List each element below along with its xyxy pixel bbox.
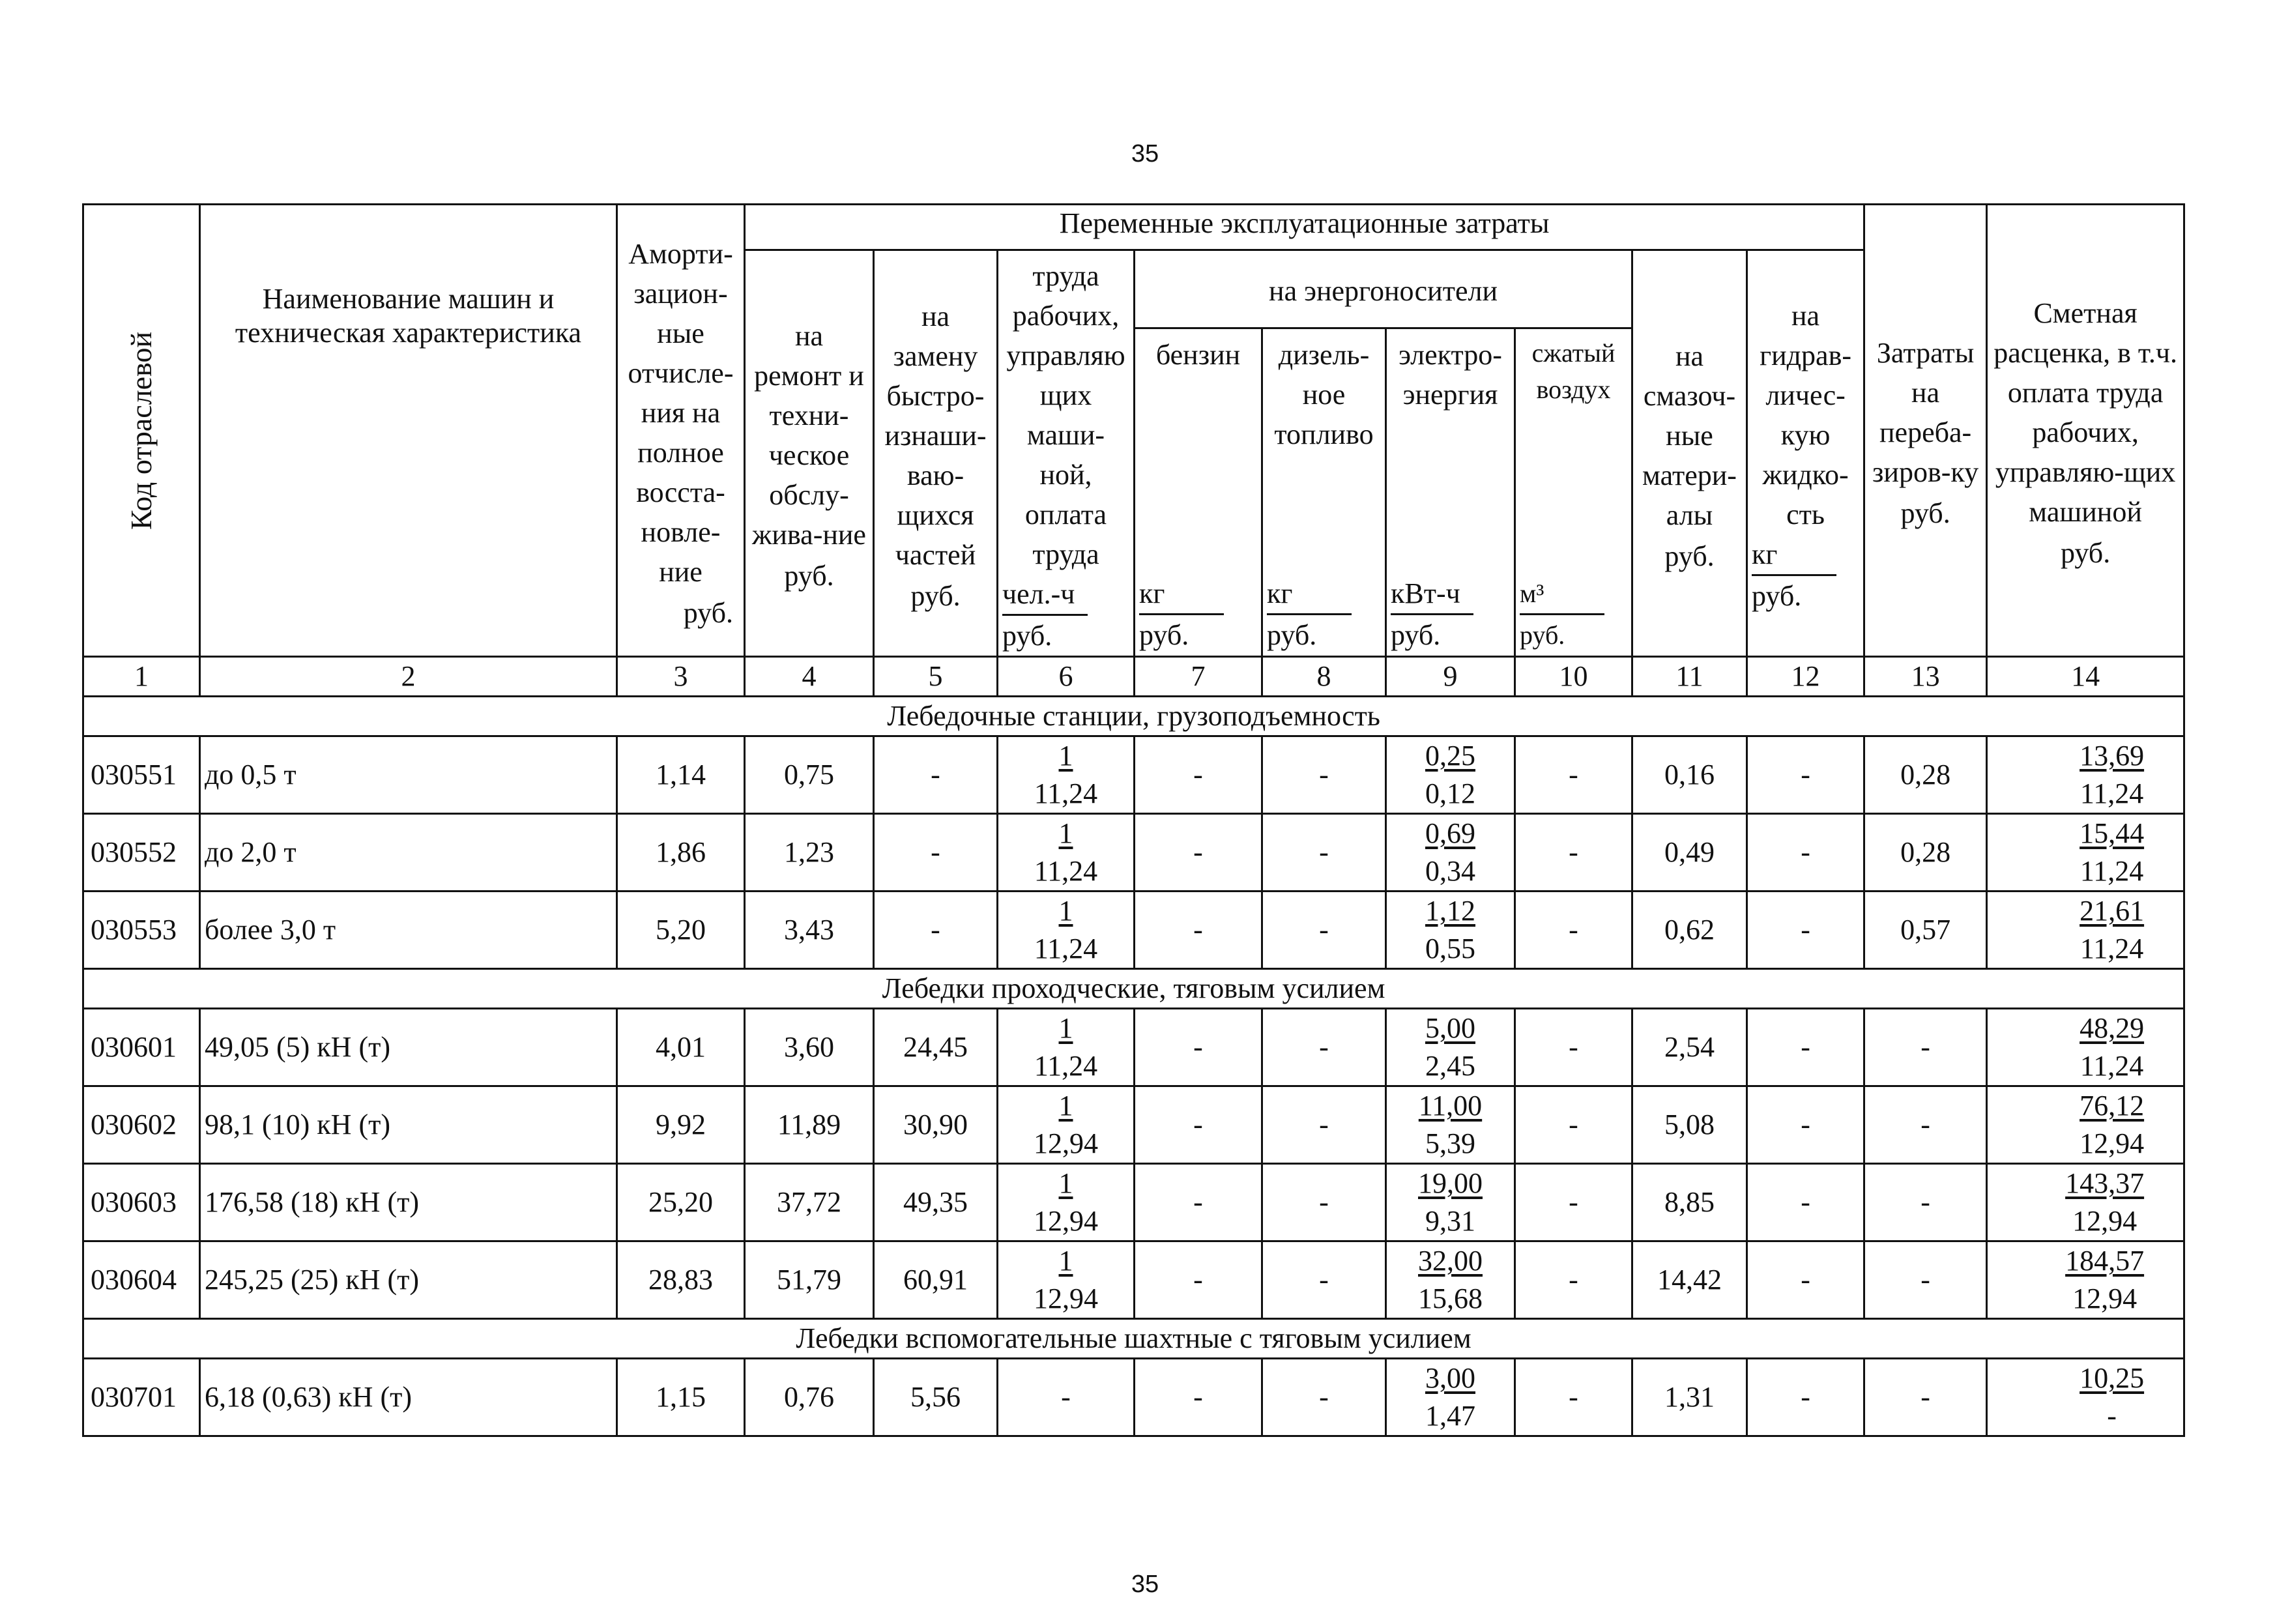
- row-diesel: -: [1262, 814, 1386, 892]
- column-number: 8: [1262, 657, 1386, 697]
- row-repair: 51,79: [745, 1241, 874, 1319]
- row-name: 49,05 (5) кН (т): [200, 1009, 617, 1086]
- row-labor: [998, 1241, 1135, 1319]
- row-lubricants: 0,62: [1632, 892, 1747, 969]
- group-row: [83, 969, 2184, 1009]
- row-electricity-top: 5,00: [1425, 1012, 1475, 1044]
- row-name: 245,25 (25) кН (т): [200, 1241, 617, 1319]
- group-title: Лебедки вспомогательные шахтные с тяговым усилием: [83, 1319, 2184, 1359]
- row-hydraulic: -: [1747, 1359, 1864, 1436]
- row-labor-top: 1: [1058, 895, 1073, 927]
- row-electricity-bottom: 5,39: [1425, 1127, 1475, 1159]
- row-estimate-bottom: 11,24: [2080, 855, 2144, 887]
- row-petrol: -: [1135, 736, 1262, 814]
- row-amortization: 1,14: [617, 736, 745, 814]
- row-electricity-bottom: 0,12: [1425, 777, 1475, 809]
- row-estimate: [1987, 1086, 2184, 1164]
- column-number: 6: [998, 657, 1135, 697]
- row-electricity: [1386, 1164, 1515, 1241]
- row-hydraulic: -: [1747, 892, 1864, 969]
- row-amortization: 25,20: [617, 1164, 745, 1241]
- row-repair: 0,76: [745, 1359, 874, 1436]
- row-compressed-air: -: [1515, 814, 1632, 892]
- row-relocation: -: [1864, 1359, 1987, 1436]
- page-number-bottom: 35: [1131, 1571, 1159, 1598]
- row-lubricants: 5,08: [1632, 1086, 1747, 1164]
- table-row: [83, 892, 2184, 969]
- row-electricity-top: 1,12: [1425, 895, 1475, 927]
- row-electricity-top: 0,69: [1425, 817, 1475, 849]
- row-electricity-bottom: 15,68: [1418, 1283, 1483, 1314]
- row-labor-bottom: 12,94: [1034, 1283, 1098, 1314]
- row-amortization: 1,15: [617, 1359, 745, 1436]
- row-relocation: -: [1864, 1086, 1987, 1164]
- table-row: [83, 1164, 2184, 1241]
- row-labor-bottom: 11,24: [1034, 855, 1098, 887]
- row-diesel: -: [1262, 1164, 1386, 1241]
- row-labor-top: 1: [1058, 1245, 1073, 1277]
- row-labor: [998, 1164, 1135, 1241]
- row-estimate-top: 76,12: [2080, 1090, 2145, 1122]
- row-estimate: [1987, 1241, 2184, 1319]
- table-row: [83, 1086, 2184, 1164]
- row-compressed-air: -: [1515, 1009, 1632, 1086]
- row-estimate: [1987, 1359, 2184, 1436]
- row-lubricants: 0,49: [1632, 814, 1747, 892]
- column-number: 14: [1987, 657, 2184, 697]
- header-name: Наименование машин и техническая характеристика: [200, 205, 617, 657]
- row-petrol: -: [1135, 1359, 1262, 1436]
- column-number: 9: [1386, 657, 1515, 697]
- header-hydraulic: на гидрав-личес-кую жидко-сть кг руб.: [1747, 250, 1864, 657]
- row-electricity-top: 19,00: [1418, 1167, 1483, 1199]
- header-variable-costs: Переменные эксплуатационные затраты: [745, 205, 1864, 250]
- column-number: 7: [1135, 657, 1262, 697]
- row-petrol: -: [1135, 1009, 1262, 1086]
- row-electricity: [1386, 1359, 1515, 1436]
- row-code: 030601: [83, 1009, 200, 1086]
- row-name: до 0,5 т: [200, 736, 617, 814]
- row-hydraulic: -: [1747, 736, 1864, 814]
- row-labor: [998, 1009, 1135, 1086]
- row-electricity-top: 3,00: [1425, 1362, 1475, 1394]
- column-number: 13: [1864, 657, 1987, 697]
- row-code: 030604: [83, 1241, 200, 1319]
- column-number: 2: [200, 657, 617, 697]
- row-labor-top: 1: [1058, 1167, 1073, 1199]
- row-hydraulic: -: [1747, 1086, 1864, 1164]
- row-estimate: [1987, 736, 2184, 814]
- row-estimate-top: 48,29: [2080, 1012, 2145, 1044]
- row-amortization: 9,92: [617, 1086, 745, 1164]
- group-title: Лебедки проходческие, тяговым усилием: [83, 969, 2184, 1009]
- row-parts: 60,91: [874, 1241, 998, 1319]
- row-repair: 3,43: [745, 892, 874, 969]
- row-code: 030602: [83, 1086, 200, 1164]
- header-compressed-air: сжатый воздух м³ руб.: [1515, 328, 1632, 657]
- table-row: [83, 1359, 2184, 1436]
- column-number: 1: [83, 657, 200, 697]
- table-row: [83, 1241, 2184, 1319]
- row-petrol: -: [1135, 1164, 1262, 1241]
- row-amortization: 28,83: [617, 1241, 745, 1319]
- row-relocation: -: [1864, 1241, 1987, 1319]
- group-row: [83, 1319, 2184, 1359]
- header-parts: на замену быстро-изнаши-ваю-щихся частей руб.: [874, 250, 998, 657]
- group-row: [83, 697, 2184, 736]
- row-electricity: [1386, 892, 1515, 969]
- row-parts: 24,45: [874, 1009, 998, 1086]
- row-estimate-top: 15,44: [2080, 817, 2145, 849]
- header-lubricants: на смазоч-ные матери-алы руб.: [1632, 250, 1747, 657]
- row-parts: 49,35: [874, 1164, 998, 1241]
- header-estimate: Сметная расценка, в т.ч. оплата труда рабочих, управляю-щих машиной руб.: [1987, 205, 2184, 657]
- row-electricity-top: 0,25: [1425, 740, 1475, 772]
- row-estimate-top: 13,69: [2080, 740, 2145, 772]
- column-number: 4: [745, 657, 874, 697]
- row-estimate-top: 21,61: [2080, 895, 2145, 927]
- row-hydraulic: -: [1747, 1009, 1864, 1086]
- column-numbers-row: [83, 657, 2184, 697]
- row-name: до 2,0 т: [200, 814, 617, 892]
- column-number: 11: [1632, 657, 1747, 697]
- row-electricity-top: 32,00: [1418, 1245, 1483, 1277]
- row-labor-top: 1: [1058, 740, 1073, 772]
- row-diesel: -: [1262, 1359, 1386, 1436]
- row-compressed-air: -: [1515, 1241, 1632, 1319]
- row-parts: -: [874, 736, 998, 814]
- row-petrol: -: [1135, 814, 1262, 892]
- row-labor-bottom: 11,24: [1034, 933, 1098, 964]
- header-electricity: электро-энергия кВт-ч руб.: [1386, 328, 1515, 657]
- row-electricity: [1386, 736, 1515, 814]
- row-relocation: -: [1864, 1164, 1987, 1241]
- row-diesel: -: [1262, 1086, 1386, 1164]
- row-relocation: -: [1864, 1009, 1987, 1086]
- row-code: 030553: [83, 892, 200, 969]
- row-compressed-air: -: [1515, 736, 1632, 814]
- row-compressed-air: -: [1515, 1359, 1632, 1436]
- row-estimate-top: 184,57: [2065, 1245, 2145, 1277]
- row-estimate-bottom: 11,24: [2080, 777, 2144, 809]
- row-lubricants: 1,31: [1632, 1359, 1747, 1436]
- header-code: Код отраслевой: [83, 205, 200, 657]
- row-labor-top: 1: [1058, 1090, 1073, 1122]
- row-relocation: 0,28: [1864, 814, 1987, 892]
- row-labor: [998, 814, 1135, 892]
- row-labor-bottom: 11,24: [1034, 777, 1098, 809]
- row-repair: 1,23: [745, 814, 874, 892]
- row-labor: [998, 892, 1135, 969]
- row-estimate-top: 10,25: [2080, 1362, 2145, 1394]
- row-amortization: 4,01: [617, 1009, 745, 1086]
- row-estimate-bottom: 11,24: [2080, 933, 2144, 964]
- column-number: 5: [874, 657, 998, 697]
- row-estimate-bottom: 12,94: [2072, 1283, 2138, 1314]
- row-code: 030552: [83, 814, 200, 892]
- row-estimate: [1987, 814, 2184, 892]
- row-labor-bottom: 12,94: [1034, 1127, 1098, 1159]
- row-repair: 3,60: [745, 1009, 874, 1086]
- row-electricity: [1386, 1241, 1515, 1319]
- row-labor-bottom: 12,94: [1034, 1205, 1098, 1237]
- row-diesel: -: [1262, 1241, 1386, 1319]
- table-row: [83, 736, 2184, 814]
- column-number: 3: [617, 657, 745, 697]
- row-compressed-air: -: [1515, 1086, 1632, 1164]
- group-title: Лебедочные станции, грузоподъемность: [83, 697, 2184, 736]
- row-name: 176,58 (18) кН (т): [200, 1164, 617, 1241]
- row-relocation: 0,28: [1864, 736, 1987, 814]
- row-petrol: -: [1135, 1241, 1262, 1319]
- row-parts: 30,90: [874, 1086, 998, 1164]
- row-labor: -: [998, 1359, 1135, 1436]
- row-relocation: 0,57: [1864, 892, 1987, 969]
- row-diesel: -: [1262, 736, 1386, 814]
- row-estimate-bottom: -: [2107, 1400, 2117, 1432]
- row-estimate: [1987, 1009, 2184, 1086]
- column-number: 10: [1515, 657, 1632, 697]
- row-code: 030603: [83, 1164, 200, 1241]
- row-lubricants: 8,85: [1632, 1164, 1747, 1241]
- row-petrol: -: [1135, 1086, 1262, 1164]
- row-lubricants: 14,42: [1632, 1241, 1747, 1319]
- row-name: более 3,0 т: [200, 892, 617, 969]
- row-labor: [998, 736, 1135, 814]
- row-labor: [998, 1086, 1135, 1164]
- row-compressed-air: -: [1515, 1164, 1632, 1241]
- row-amortization: 1,86: [617, 814, 745, 892]
- row-estimate-bottom: 11,24: [2080, 1050, 2144, 1082]
- row-petrol: -: [1135, 892, 1262, 969]
- row-lubricants: 2,54: [1632, 1009, 1747, 1086]
- row-parts: 5,56: [874, 1359, 998, 1436]
- row-hydraulic: -: [1747, 814, 1864, 892]
- row-code: 030701: [83, 1359, 200, 1436]
- row-diesel: -: [1262, 1009, 1386, 1086]
- row-parts: -: [874, 814, 998, 892]
- row-hydraulic: -: [1747, 1241, 1864, 1319]
- row-estimate-bottom: 12,94: [2080, 1127, 2145, 1159]
- header-repair: на ремонт и техни-ческое обслу-жива-ние руб.: [745, 250, 874, 657]
- table-body: [83, 697, 2184, 1436]
- row-electricity-bottom: 2,45: [1425, 1050, 1475, 1082]
- row-name: 98,1 (10) кН (т): [200, 1086, 617, 1164]
- header-petrol: бензин кг руб.: [1135, 328, 1262, 657]
- row-amortization: 5,20: [617, 892, 745, 969]
- row-electricity: [1386, 814, 1515, 892]
- row-electricity-top: 11,00: [1418, 1090, 1483, 1122]
- row-estimate-top: 143,37: [2065, 1167, 2145, 1199]
- row-labor-bottom: 11,24: [1034, 1050, 1098, 1082]
- row-electricity-bottom: 1,47: [1425, 1400, 1475, 1432]
- row-estimate: [1987, 892, 2184, 969]
- table-row: [83, 1009, 2184, 1086]
- table-row: [83, 814, 2184, 892]
- header-diesel: дизель-ное топливо кг руб.: [1262, 328, 1386, 657]
- rates-table: [82, 203, 2185, 1437]
- row-lubricants: 0,16: [1632, 736, 1747, 814]
- row-electricity: [1386, 1009, 1515, 1086]
- row-electricity: [1386, 1086, 1515, 1164]
- row-name: 6,18 (0,63) кН (т): [200, 1359, 617, 1436]
- header-energy: на энергоносители: [1135, 250, 1632, 328]
- header-amortization: Аморти-зацион-ные отчисле-ния на полное восста-новле-ние руб.: [617, 205, 745, 657]
- row-labor-top: 1: [1058, 1012, 1073, 1044]
- row-electricity-bottom: 9,31: [1425, 1205, 1475, 1237]
- row-repair: 11,89: [745, 1086, 874, 1164]
- row-estimate: [1987, 1164, 2184, 1241]
- row-repair: 37,72: [745, 1164, 874, 1241]
- row-compressed-air: -: [1515, 892, 1632, 969]
- row-estimate-bottom: 12,94: [2072, 1205, 2138, 1237]
- row-parts: -: [874, 892, 998, 969]
- row-diesel: -: [1262, 892, 1386, 969]
- header-relocation: Затраты на переба-зиров-ку руб.: [1864, 205, 1987, 657]
- row-repair: 0,75: [745, 736, 874, 814]
- row-code: 030551: [83, 736, 200, 814]
- row-labor-top: 1: [1058, 817, 1073, 849]
- row-hydraulic: -: [1747, 1164, 1864, 1241]
- header-labor: труда рабочих, управляю щих маши-ной, оплата труда чел.-ч руб.: [998, 250, 1135, 657]
- column-number: 12: [1747, 657, 1864, 697]
- page-number-top: 35: [1131, 140, 1159, 167]
- row-electricity-bottom: 0,34: [1425, 855, 1475, 887]
- row-electricity-bottom: 0,55: [1425, 933, 1475, 964]
